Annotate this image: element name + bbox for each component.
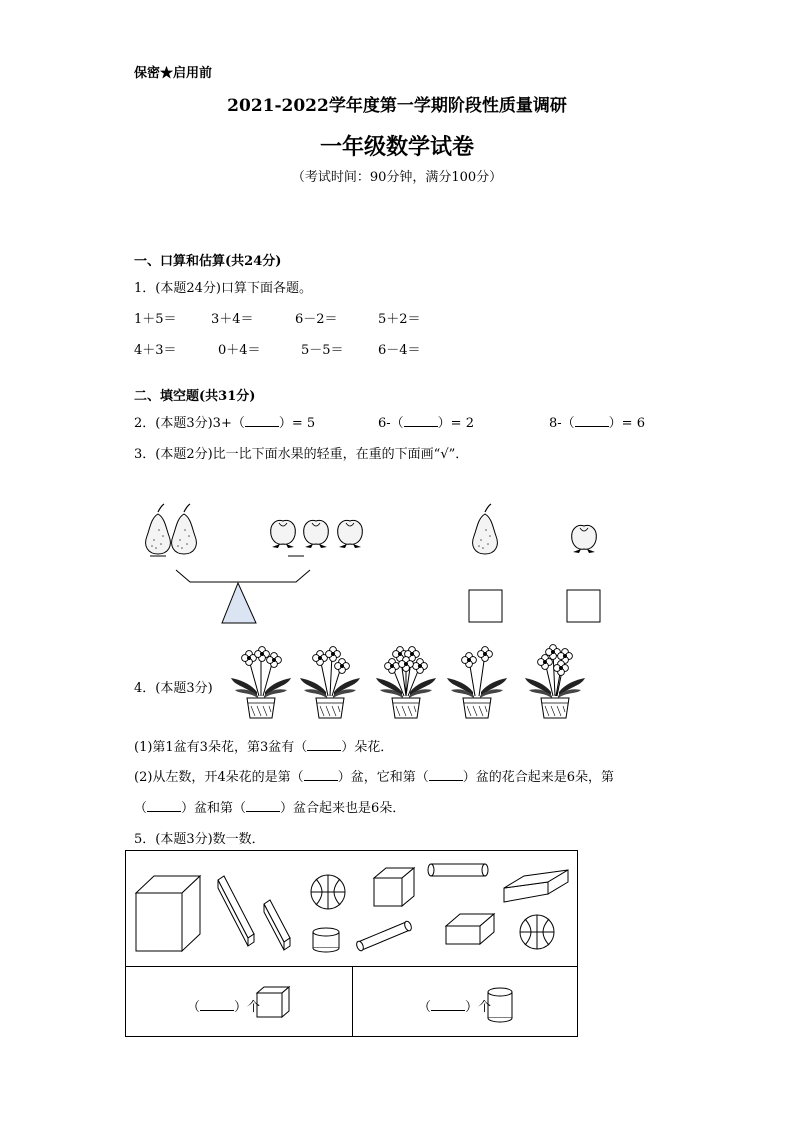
q4-1-text-a: (1)第1盆有3朵花，第3盆有（ bbox=[134, 740, 308, 755]
ball-icon bbox=[520, 915, 554, 949]
q4-2-text-c: ）盆的花合起来是6朵，第 bbox=[462, 770, 614, 785]
q4-3-text-c: ）盆合起来也是6朵． bbox=[280, 801, 406, 816]
calc-item: 6－4＝ bbox=[378, 343, 421, 358]
calc-item: 5＋2＝ bbox=[378, 312, 421, 327]
count-cube-label bbox=[187, 996, 260, 1015]
cuboid-icon bbox=[504, 870, 568, 902]
calc-item: 6－2＝ bbox=[295, 312, 338, 327]
cube-icon bbox=[374, 868, 414, 906]
q4-3-text-b: ）盆和第（ bbox=[181, 801, 247, 816]
q2c-prefix: 8-（ bbox=[549, 416, 575, 431]
answer-blank[interactable] bbox=[200, 998, 234, 1011]
cylinder-icon bbox=[428, 864, 488, 876]
question-1: 1．(本题24分)口算下面各题。 bbox=[134, 281, 312, 296]
cuboid-icon bbox=[446, 914, 494, 944]
section1-heading: 一、口算和估算(共24分) bbox=[134, 254, 282, 269]
q2a-suffix: ）= 5 bbox=[278, 416, 316, 431]
cube-icon bbox=[257, 987, 289, 1017]
question-5: 5．(本题3分)数一数． bbox=[134, 832, 265, 847]
cuboid-icon bbox=[264, 900, 290, 950]
q4-1-text-b: ）朵花． bbox=[341, 740, 394, 755]
count-right-close: ）个 bbox=[465, 1000, 492, 1015]
q2a-prefix: 2．(本题3分)3+（ bbox=[134, 416, 245, 431]
answer-blank[interactable] bbox=[431, 998, 465, 1011]
count-cylinder-label bbox=[418, 996, 491, 1015]
q2b-suffix: ）= 2 bbox=[437, 416, 474, 431]
confidential-mark: 保密★启用前 bbox=[134, 66, 213, 81]
count-left-open: （ bbox=[187, 1000, 201, 1015]
section2-heading: 二、填空题(共31分) bbox=[134, 389, 256, 404]
q4-2-text-b: ）盆，它和第（ bbox=[337, 770, 429, 785]
q4-2-text-a: (2)从左数，开4朵花的是第（ bbox=[134, 770, 304, 785]
calc-item: 5－5＝ bbox=[301, 343, 344, 358]
cube-icon bbox=[136, 876, 200, 951]
calc-item: 3＋4＝ bbox=[211, 312, 254, 327]
count-left-close: ）个 bbox=[234, 1000, 261, 1015]
calc-item: 4＋3＝ bbox=[134, 343, 177, 358]
exam-title: 2021-2022学年度第一学期阶段性质量调研 bbox=[227, 96, 567, 116]
calc-item: 0＋4＝ bbox=[218, 343, 261, 358]
cylinder-icon bbox=[488, 988, 512, 1022]
exam-subtitle: 一年级数学试卷 bbox=[319, 134, 474, 160]
count-right-open: （ bbox=[418, 1000, 432, 1015]
calc-item: 1＋5＝ bbox=[134, 312, 177, 327]
cuboid-icon bbox=[218, 876, 254, 946]
q2c-suffix: ）= 6 bbox=[608, 416, 645, 431]
cylinder-icon bbox=[313, 928, 339, 952]
question-3: 3．(本题2分)比一比下面水果的轻重，在重的下面画“√”． bbox=[134, 447, 469, 462]
q2b-prefix: 6-（ bbox=[378, 416, 404, 431]
q4-3-text-a: （ bbox=[134, 801, 148, 816]
exam-info: （考试时间：90分钟，满分100分） bbox=[291, 170, 503, 185]
question-4: 4．(本题3分) bbox=[134, 681, 213, 696]
ball-icon bbox=[311, 875, 345, 909]
cylinder-icon bbox=[355, 920, 412, 952]
